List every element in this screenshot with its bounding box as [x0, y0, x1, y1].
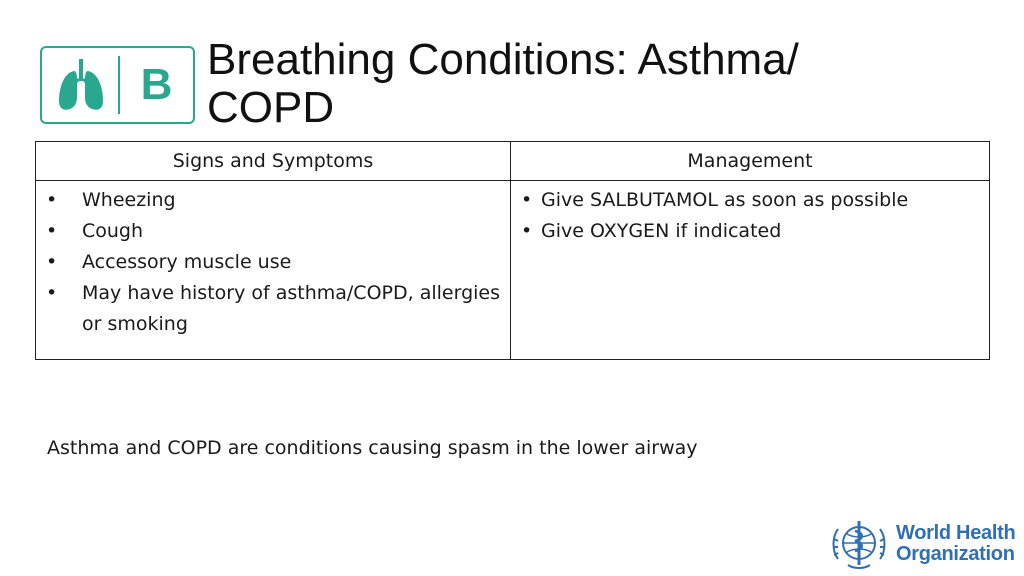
list-item: • Give OXYGEN if indicated — [519, 216, 981, 247]
who-line2: Organization — [896, 543, 1015, 565]
list-item: • Wheezing — [44, 185, 502, 216]
signs-list — [44, 185, 502, 340]
signs-management-table — [35, 141, 990, 360]
list-item: • Accessory muscle use — [44, 247, 502, 278]
list-item: • May have history of asthma/COPD, allergies or smoking — [44, 278, 502, 340]
signs-cell — [36, 181, 511, 360]
management-list — [519, 185, 981, 247]
who-wordmark — [896, 523, 1015, 565]
list-item: • Cough — [44, 216, 502, 247]
header-signs: Signs and Symptoms — [36, 142, 511, 181]
footnote: Asthma and COPD are conditions causing spasm in the lower airway — [47, 437, 698, 459]
badge-letter: B — [140, 60, 173, 109]
management-cell — [511, 181, 990, 360]
section-badge — [40, 46, 195, 124]
who-emblem-icon — [828, 515, 890, 573]
header-management: Management — [511, 142, 990, 181]
list-item: • Give SALBUTAMOL as soon as possible — [519, 185, 981, 216]
page-title: Breathing Conditions: Asthma/ COPD — [207, 35, 799, 132]
who-line1: World Health — [896, 522, 1016, 544]
who-logo — [828, 515, 1015, 573]
lungs-icon — [56, 57, 106, 113]
